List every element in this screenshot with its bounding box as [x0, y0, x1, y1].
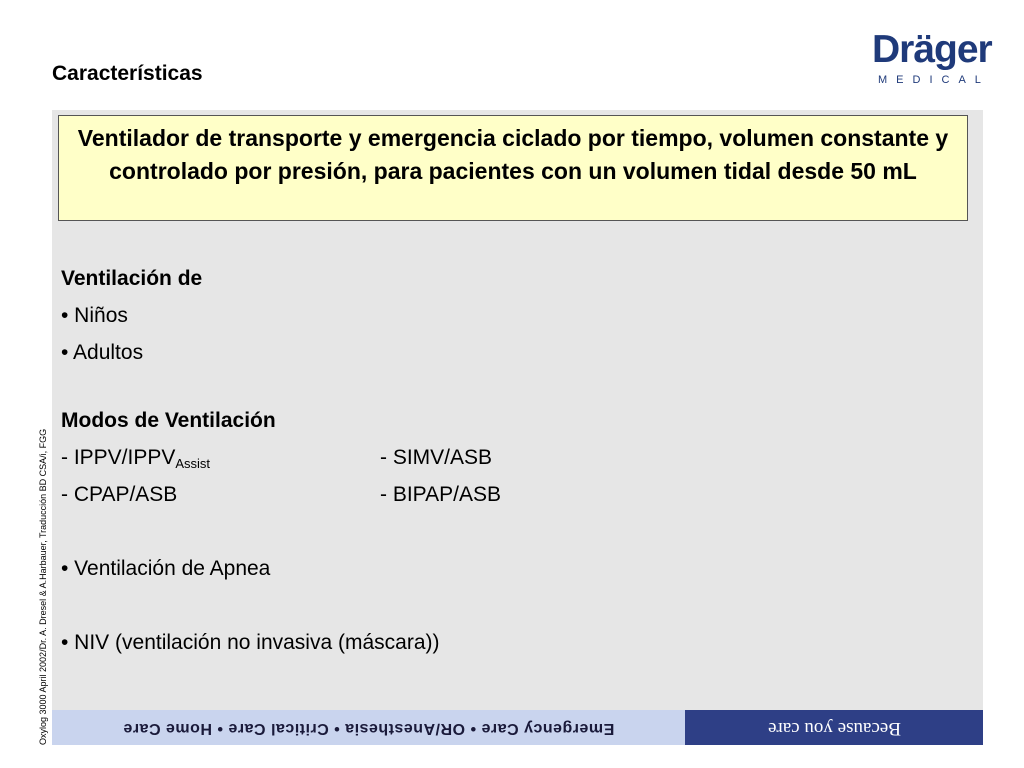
- page-title: Características: [52, 62, 203, 85]
- footer-slogan-band: [685, 710, 983, 745]
- logo-sub-text: MEDICAL: [878, 74, 990, 86]
- mode-simv: - SIMV/ASB: [380, 446, 493, 469]
- mode-bipap: - BIPAP/ASB: [380, 483, 501, 506]
- side-attribution-note: Oxylog 3000 April 2002/Dr. A. Dresel & A.Harbauer, Traducción BD CSA/i, FGG: [38, 428, 48, 745]
- footer-care-areas-band: [52, 710, 685, 745]
- logo-brand-text: Dräger: [872, 28, 992, 71]
- mode-ippv-subscript: Assist: [175, 456, 211, 471]
- ventilation-item-adults: • Adultos: [61, 341, 144, 364]
- footer-slogan-text: Because you care: [767, 717, 901, 739]
- apnea-ventilation-item: • Ventilación de Apnea: [61, 557, 271, 580]
- modes-heading: Modos de Ventilación: [61, 409, 276, 432]
- ventilation-item-children: • Niños: [61, 304, 128, 327]
- mode-cpap: - CPAP/ASB: [61, 483, 178, 506]
- mode-ippv: [61, 445, 210, 477]
- summary-callout: Ventilador de transporte y emergencia ciclado por tiempo, volumen constante y controlado por presión, para pacientes con un volumen tidal desde 50 mL: [58, 115, 968, 221]
- niv-item: • NIV (ventilación no invasiva (máscara)): [61, 631, 440, 654]
- drager-medical-logo: [872, 28, 992, 86]
- mode-ippv-label: - IPPV/IPPV: [61, 446, 176, 469]
- ventilation-heading: Ventilación de: [61, 267, 203, 290]
- footer-care-areas-text: Emergency Care • OR/Anesthesia • Critical Care • Home Care: [122, 719, 615, 737]
